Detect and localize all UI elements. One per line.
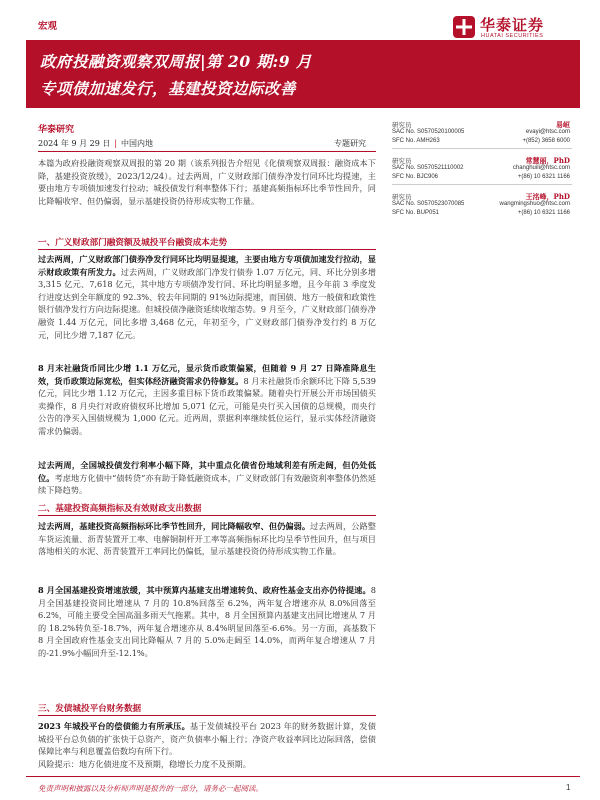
body-paragraph — [38, 520, 376, 558]
author-role: 研究员 — [392, 121, 412, 129]
section-heading: 二、基建投资高频指标及有效财政支出数据 — [38, 504, 202, 514]
report-title-line2: 专项债加速发行，基建投资边际改善 — [40, 79, 297, 98]
separator: | — [114, 139, 118, 148]
logo-mark-icon — [452, 15, 476, 39]
author-phone: +(86) 10 6321 1166 — [517, 174, 570, 180]
research-label: 华泰研究 — [38, 125, 75, 135]
logo-chinese-name: 华泰证券 — [480, 16, 545, 34]
author-name: 王洺峰，PhD — [525, 192, 570, 201]
author-role: 研究员 — [392, 193, 412, 201]
logo-english-name: HUATAI SECURITIES — [481, 33, 544, 39]
paragraph-lead: 2023 年城投平台的偿债能力有所承压。 — [38, 721, 190, 731]
author-sfc: SFC No. BJC906 — [392, 174, 439, 180]
author-divider — [392, 148, 572, 149]
author-name: 易峘 — [556, 120, 570, 129]
paragraph-lead: 8 月末社融货币同比少增 1.1 万亿元，显示货币政策偏紧，但随着 9 月 27 日降准降息生效，货币政策边际宽松，但实体经济融资需求仍待修复。 — [38, 363, 376, 386]
author-phone: +(86) 10 6321 1166 — [517, 210, 570, 216]
paragraph-text: 8 月末社融货币余额环比下降 5,539 亿元，同比少增 1.12 万亿元，主因多重目标下货币政策偏紧。随着央行开展公开市场国债买卖操作，8 月央行对政府债权环比增加 5,071 亿元，可能是央行买入国债的总规模，而央行公告的净买入国债规模为 1,000 亿元。近两周，票据利率继续低位运行，显示实体经济融资需求仍偏弱。 — [38, 375, 376, 436]
intro-paragraph: 本篇为政府投融资观察双周报的第 20 期（该系列报告介绍见《化债观察双周报：融资成本下降，基建投资放缓》，2023/12/24）。过去两周，广义财政部门债券净发行同环比均提速，主要由地方专项债加速发行拉动；城投债发行利率整体下行；基建高频指标环比季节性回升，同比降幅收窄、但仍偏弱，显示基建投资仍待形成实物工作量。 — [38, 158, 376, 206]
report-region: 中国内地 — [121, 139, 154, 148]
author-panel — [392, 120, 572, 228]
footer-divider — [26, 776, 580, 777]
paragraph-lead: 过去两周，基建投资高频指标环比季节性回升，同比降幅收窄、但仍偏弱。 — [38, 521, 311, 531]
report-category: 宏观 — [38, 21, 58, 32]
section-heading: 三、发债城投平台财务数据 — [38, 704, 142, 714]
author-role: 研究员 — [392, 157, 412, 165]
author-sfc: SFC No. AMH263 — [392, 138, 440, 144]
dateline — [38, 138, 153, 149]
author-card — [392, 120, 572, 156]
top-spacer — [0, 0, 600, 3]
author-name: 常慧丽，PhD — [525, 156, 570, 165]
report-date: 2024 年 9 月 29 日 — [38, 139, 111, 148]
body-paragraph — [38, 459, 376, 497]
footer-disclaimer: 免责声明和披露以及分析师声明是报告的一部分，请务必一起阅读。 — [38, 784, 263, 793]
report-title-line1: 政府投融资观察双周报|第 20 期:9 月 — [40, 52, 312, 71]
section-heading: 一、广义财政部门融资额及城投平台融资成本走势 — [38, 238, 228, 248]
section-divider — [38, 249, 376, 250]
author-card — [392, 192, 572, 228]
paragraph-text: 过去两周，公路整车货运流量、沥青装置开工率、电解铜制杆开工率等高频指标环比均呈季节性回升，但与项目落地相关的水泥、沥青装置开工率同比仍偏低，显示基建投资仍待形成实物工作量。 — [38, 521, 376, 557]
paragraph-text: 基于发债城投平台 2023 年的财务数据计算，发债城投平台总负债的扩张快于总资产，资产负债率小幅上行；净资产收益率同比边际回落，偿债保障比率与利息覆盖倍数均有所下行。 — [38, 721, 376, 757]
author-email[interactable]: wangmingshuo@htsc.com — [499, 201, 570, 207]
author-sac: SAC No. S0570521110002 — [392, 165, 464, 171]
body-paragraph — [38, 362, 376, 438]
author-phone: +(852) 3658 6000 — [522, 138, 570, 144]
paragraph-text: 过去两周，广义财政部门净发行债券 1.07 万亿元，同、环比分别多增 3,315 亿元、7,618 亿元，其中地方专项债净发行同、环比均明显多增，且今年前 3 季度发行进度达到全年额度的 92.3%、较去年同期的 91%边际提速，而国债、地方一般债和政策性银行债净发行方向边际提速。但城投债净融资延续收缩态势。9 月至今，广义财政部门债券净融资 1.44 万亿元，同比多增 3,468 亿元，年初至今，广义财政部门债券净发行约 8 万亿元，同比少增 7,187 亿元。 — [38, 266, 376, 340]
body-paragraph — [38, 584, 376, 660]
author-card — [392, 156, 572, 192]
author-email[interactable]: changhuili@htsc.com — [512, 165, 570, 171]
paragraph-lead: 过去两周，全国城投债发行利率小幅下降，其中重点化债省份地域利差有所走阔，但仍处低位。 — [38, 460, 376, 483]
section-divider — [38, 715, 376, 716]
author-email[interactable]: evayi@htsc.com — [525, 129, 570, 135]
author-sfc: SFC No. BUP051 — [392, 210, 440, 216]
author-divider — [392, 184, 572, 185]
body-paragraph — [38, 720, 376, 758]
risk-warning: 风险提示：地方化债进度不及预期，稳增长力度不及预期。 — [38, 759, 251, 769]
section-divider — [38, 515, 376, 516]
report-type: 专题研究 — [334, 139, 366, 148]
body-paragraph — [38, 253, 376, 341]
header-divider — [38, 151, 376, 152]
paragraph-text: 考虑地方化债中“债转贷”亦有助于降低融资成本，广义财政部门有效融资利率整体仍然延续下降趋势。 — [38, 472, 376, 496]
paragraph-lead: 过去两周，广义财政部门债券净发行同环比均明显提速，主要由地方专项债加速发行拉动，显示财政政策有所发力。 — [38, 254, 376, 277]
paragraph-lead: 8 月全国基建投资增速放缓，其中预算内基建支出增速转负、政府性基金支出亦仍待提速。 — [38, 585, 371, 595]
author-sac: SAC No. S0570523070085 — [392, 201, 465, 207]
page-number: 1 — [566, 783, 571, 792]
author-sac: SAC No. S0570520100005 — [392, 129, 465, 135]
paragraph-text: 8 月全国基建投资同比增速从 7 月的 10.8%回落至 6.2%，两年复合增速亦从 8.0%回落至 6.2%，可能主要受全国高温多雨天气拖累。其中，8 月全国预算内基建支出同比增速从 7 月的 18.2%转负至-18.7%，两年复合增速亦从 8.4%明显回落至-6.6%。另一方面，高基数下 8 月全国政府性基金支出同比降幅从 7 月的 5.0%走阔至 14.0%，而两年复合增速从 7 月的-21.9%小幅回升至-12.1%。 — [38, 585, 376, 658]
